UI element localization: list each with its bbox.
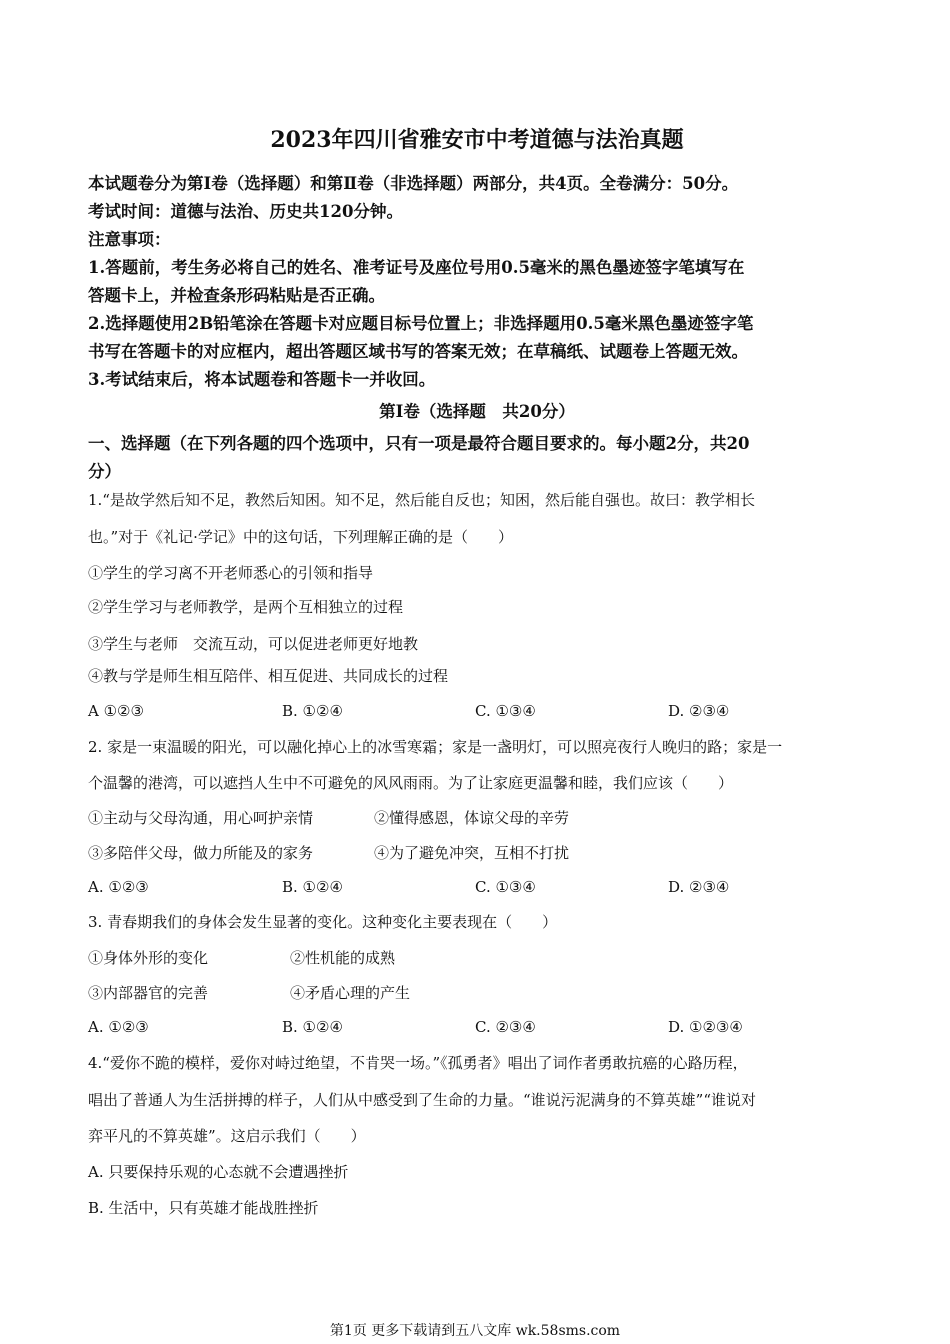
option-d: D. ②③④ [668,878,730,896]
page-footer: 第1页 更多下载请到五八文库 wk.58sms.com [329,1323,621,1339]
notice-item: 2.选择题使用2B铅笔涂在答题卡对应题目标号位置上；非选择题用0.5毫米黑色墨迹签字笔 [88,314,754,333]
section-title: 第Ⅰ卷（选择题 共20分） [379,402,575,421]
notice-item: 书写在答题卡的对应框内，超出答题区域书写的答案无效；在草稿纸、试题卷上答题无效。 [88,342,748,361]
option-a: A. ①②③ [88,1018,149,1036]
option-a: A. ①②③ [88,878,149,896]
part-heading-line: 一、选择题（在下列各题的四个选项中，只有一项是最符合题目要求的。每小题2分，共20 [88,434,750,453]
q3-stem: 3. 青春期我们的身体会发生显著的变化。这种变化主要表现在（ ） [88,913,558,931]
q3-item: ②性机能的成熟 [290,949,396,967]
option-c: C. ①③④ [475,878,536,896]
notice-item: 1.答题前，考生务必将自己的姓名、准考证号及座位号用0.5毫米的黑色墨迹签字笔填写在 [88,258,745,277]
part-heading [88,430,866,486]
option-a: A ①②③ [88,702,144,720]
notice-item: 3.考试结束后，将本试题卷和答题卡一并收回。 [88,370,436,389]
q4-stem: 弈平凡的不算英雄”。这启示我们（ ） [88,1127,366,1145]
q2-stem: 2. 家是一束温暖的阳光，可以融化掉心上的冰雪寒霜；家是一盏明灯，可以照亮夜行人晚归的路；家是一 [88,738,783,756]
q4-stem: 唱出了普通人为生活拼搏的样子，人们从中感受到了生命的力量。“谁说污泥满身的不算英雄”“谁说对 [88,1091,757,1109]
option-b: B. ①②④ [282,878,343,896]
exam-instructions [88,170,866,394]
option-d: D. ①②③④ [668,1018,743,1036]
q4-stem: 4.“爱你不跪的模样，爱你对峙过绝望，不肯哭一场。”《孤勇者》唱出了词作者勇敢抗癌的心路历程， [88,1054,748,1072]
q1-item: ②学生学习与老师教学，是两个互相独立的过程 [88,598,404,616]
q2-item: ②懂得感恩，体谅父母的辛劳 [374,809,570,827]
page-title: 2023年四川省雅安市中考道德与法治真题 [270,127,684,153]
option-c: C. ①③④ [475,702,536,720]
q1-item: ④教与学是师生相互陪伴、相互促进、共同成长的过程 [88,667,449,685]
q3-item: ①身体外形的变化 [88,949,209,967]
option-b: B. ①②④ [282,702,343,720]
q4-option-a: A. 只要保持乐观的心态就不会遭遇挫折 [88,1163,349,1181]
notice-title: 注意事项： [88,230,171,249]
q4-option-b: B. 生活中，只有英雄才能战胜挫折 [88,1199,319,1217]
option-d: D. ②③④ [668,702,730,720]
q2-stem: 个温馨的港湾，可以遮挡人生中不可避免的风风雨雨。为了让家庭更温馨和睦，我们应该（ ） [88,774,734,792]
option-c: C. ②③④ [475,1018,536,1036]
q2-item: ③多陪伴父母，做力所能及的家务 [88,844,314,862]
q3-item: ④矛盾心理的产生 [290,984,411,1002]
q1-stem: 也。”对于《礼记·学记》中的这句话，下列理解正确的是（ ） [88,528,513,546]
q2-item: ①主动与父母沟通，用心呵护亲情 [88,809,314,827]
part-heading-line: 分） [88,462,121,481]
q1-item: ①学生的学习离不开老师悉心的引领和指导 [88,564,374,582]
q3-item: ③内部器官的完善 [88,984,209,1002]
notice-item: 答题卡上，并检查条形码粘贴是否正确。 [88,286,385,305]
instruction-line: 考试时间：道德与法治、历史共120分钟。 [88,202,403,221]
option-b: B. ①②④ [282,1018,343,1036]
q1-stem: 1.“是故学然后知不足，教然后知困。知不足，然后能自反也；知困，然后能自强也。故曰：教学相长 [88,491,755,509]
q1-item: ③学生与老师 交流互动，可以促进老师更好地教 [88,635,419,653]
instruction-line: 本试题卷分为第Ⅰ卷（选择题）和第Ⅱ卷（非选择题）两部分，共4页。全卷满分：50分。 [88,174,739,193]
q2-item: ④为了避免冲突，互相不打扰 [374,844,570,862]
